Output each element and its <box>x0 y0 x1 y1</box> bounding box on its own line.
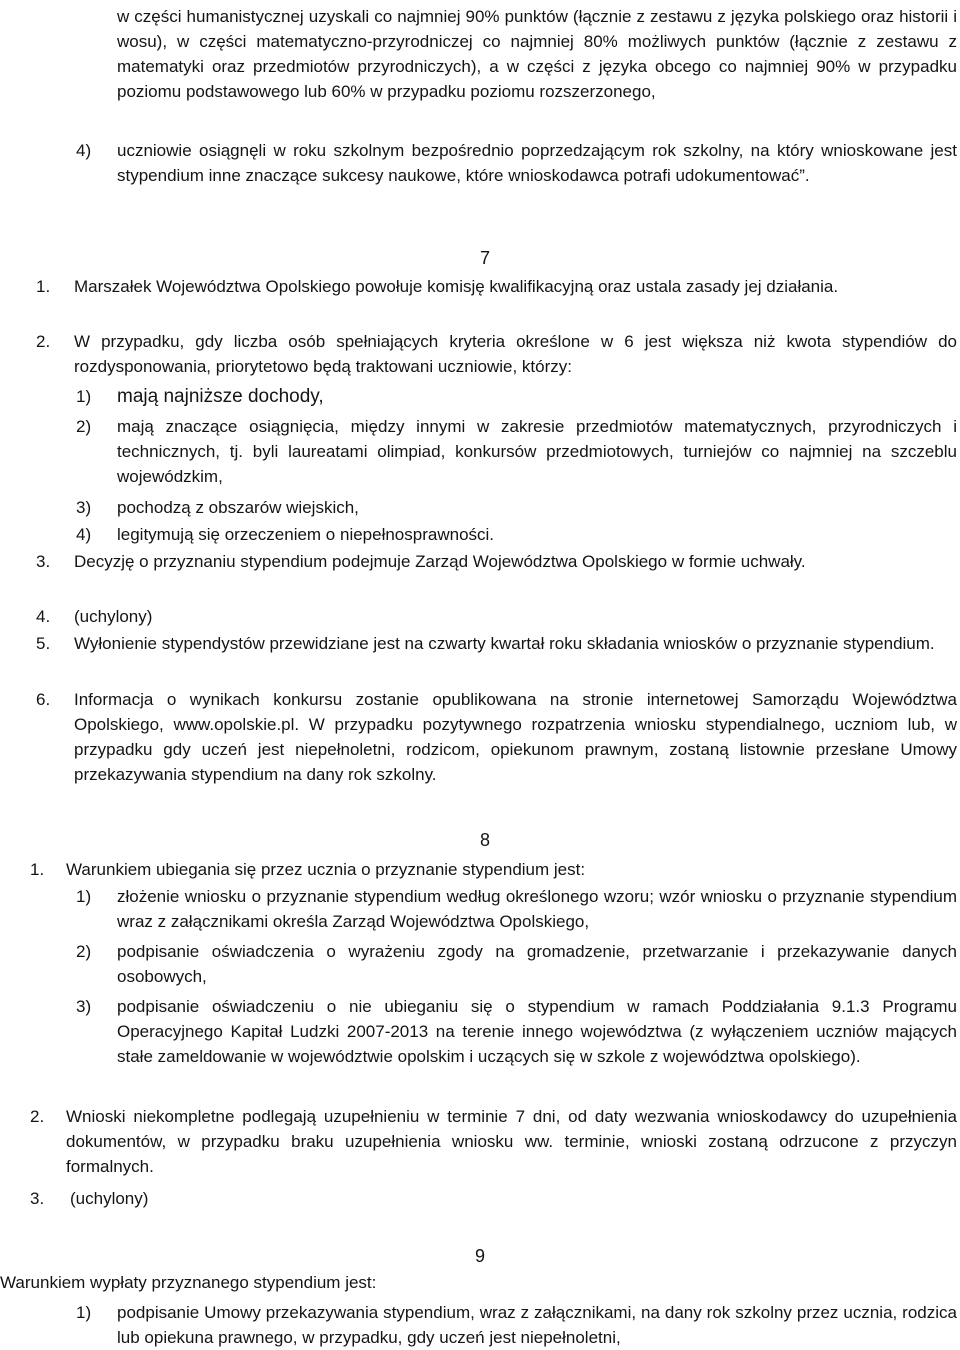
item-number: 1) <box>76 387 92 406</box>
s7-paragraph-4: (uchylony) <box>74 607 153 626</box>
item-number: 4) <box>76 525 92 544</box>
section-9-heading: 9 <box>474 1246 485 1266</box>
paragraph-number: 6. <box>36 690 51 709</box>
section-8-heading: 8 <box>479 830 490 850</box>
s7-priority-item-4: legitymują się orzeczeniem o niepełnosprawności. <box>117 525 495 544</box>
continuation-paragraph: w części humanistycznej uzyskali co najmniej 90% punktów (łącznie z zestawu z języka polskiego oraz historii i wosu), w części matematyczno-przyrodniczej co najmniej 80% możliwych punktów (łącznie z zestawu z matematyki oraz przedmiotów przyrodniczych), a w części z języka obcego co najmniej 90% w przypadku poziomu podstawowego lub 60% w przypadku poziomu rozszerzonego, <box>117 7 957 101</box>
s8-condition-item-2: podpisanie oświadczenia o wyrażeniu zgody na gromadzenie, przetwarzanie i przekazywanie danych osobowych, <box>117 942 957 986</box>
item-number: 2) <box>76 417 92 436</box>
s7-paragraph-6: Informacja o wynikach konkursu zostanie opublikowana na stronie internetowej Samorządu Województwa Opolskiego, www.opolskie.pl. W przypadku pozytywnego rozpatrzenia wniosku stypendialnego, uczniom lub, w przypadku gdy uczeń jest niepełnoletni, rodzicom, opiekunom prawnym, zostaną listownie przesłane Umowy przekazywania stypendium na dany rok szkolny. <box>74 690 957 784</box>
item-number: 4) <box>76 141 92 160</box>
s8-paragraph-1: Warunkiem ubiegania się przez ucznia o przyznanie stypendium jest: <box>66 860 586 879</box>
s9-intro: Warunkiem wypłaty przyznanego stypendium jest: <box>0 1273 377 1292</box>
item-number: 1) <box>76 887 92 906</box>
s7-priority-item-3: pochodzą z obszarów wiejskich, <box>117 498 359 517</box>
s9-item-1: podpisanie Umowy przekazywania stypendium, wraz z załącznikami, na dany rok szkolny przez ucznia, rodzica lub opiekuna prawnego, w przypadku, gdy uczeń jest niepełnoletni, <box>117 1303 957 1347</box>
paragraph-number: 3. <box>36 552 51 571</box>
item-number: 3) <box>76 498 92 517</box>
paragraph-number: 3. <box>30 1189 45 1208</box>
s7-paragraph-1: Marszałek Województwa Opolskiego powołuje komisję kwalifikacyjną oraz ustala zasady jej działania. <box>74 277 839 296</box>
continuation-item-4: uczniowie osiągnęli w roku szkolnym bezpośrednio poprzedzającym rok szkolny, na który wnioskowane jest stypendium inne znaczące sukcesy naukowe, które wnioskodawca potrafi udokumentować”. <box>117 141 957 185</box>
paragraph-number: 1. <box>36 277 51 296</box>
paragraph-number: 1. <box>30 860 45 879</box>
item-number: 2) <box>76 942 92 961</box>
paragraph-number: 2. <box>30 1107 45 1126</box>
s7-priority-item-1: mają najniższe dochody, <box>117 386 324 407</box>
s8-condition-item-3: podpisanie oświadczeniu o nie ubieganiu się o stypendium w ramach Poddziałania 9.1.3 Programu Operacyjnego Kapitał Ludzki 2007-2013 na terenie innego województwa (z wyłączeniem uczniów mających stałe zameldowanie w województwie opolskim i uczących się w szkole z województwa opolskiego). <box>117 997 957 1066</box>
s7-paragraph-5: Wyłonienie stypendystów przewidziane jest na czwarty kwartał roku składania wniosków o przyznanie stypendium. <box>74 634 935 653</box>
paragraph-number: 2. <box>36 332 51 351</box>
section-7-heading: 7 <box>479 248 490 268</box>
s8-paragraph-2: Wnioski niekompletne podlegają uzupełnieniu w terminie 7 dni, od daty wezwania wnioskodawcy do uzupełnienia dokumentów, w przypadku braku uzupełnienia wniosku ww. terminie, wnioski zostaną odrzucone z przyczyn formalnych. <box>66 1107 957 1176</box>
s7-priority-item-2: mają znaczące osiągnięcia, między innymi w zakresie przedmiotów matematycznych, przyrodniczych i technicznych, tj. byli laureatami olimpiad, konkursów przedmiotowych, turniejów co najmniej na szczeblu wojewódzkim, <box>117 417 957 486</box>
s7-paragraph-3: Decyzję o przyznaniu stypendium podejmuje Zarząd Województwa Opolskiego w formie uchwały. <box>74 552 806 571</box>
item-number: 3) <box>76 997 92 1016</box>
s7-paragraph-2: W przypadku, gdy liczba osób spełniających kryteria określone w 6 jest większa niż kwota stypendiów do rozdysponowania, priorytetowo będą traktowani uczniowie, którzy: <box>74 332 957 376</box>
paragraph-number: 5. <box>36 634 51 653</box>
item-number: 1) <box>76 1303 92 1322</box>
paragraph-number: 4. <box>36 607 51 626</box>
s8-condition-item-1: złożenie wniosku o przyznanie stypendium według określonego wzoru; wzór wniosku o przyznanie stypendium wraz z załącznikami określa Zarząd Województwa Opolskiego, <box>117 887 957 931</box>
s8-paragraph-3: (uchylony) <box>70 1189 149 1208</box>
